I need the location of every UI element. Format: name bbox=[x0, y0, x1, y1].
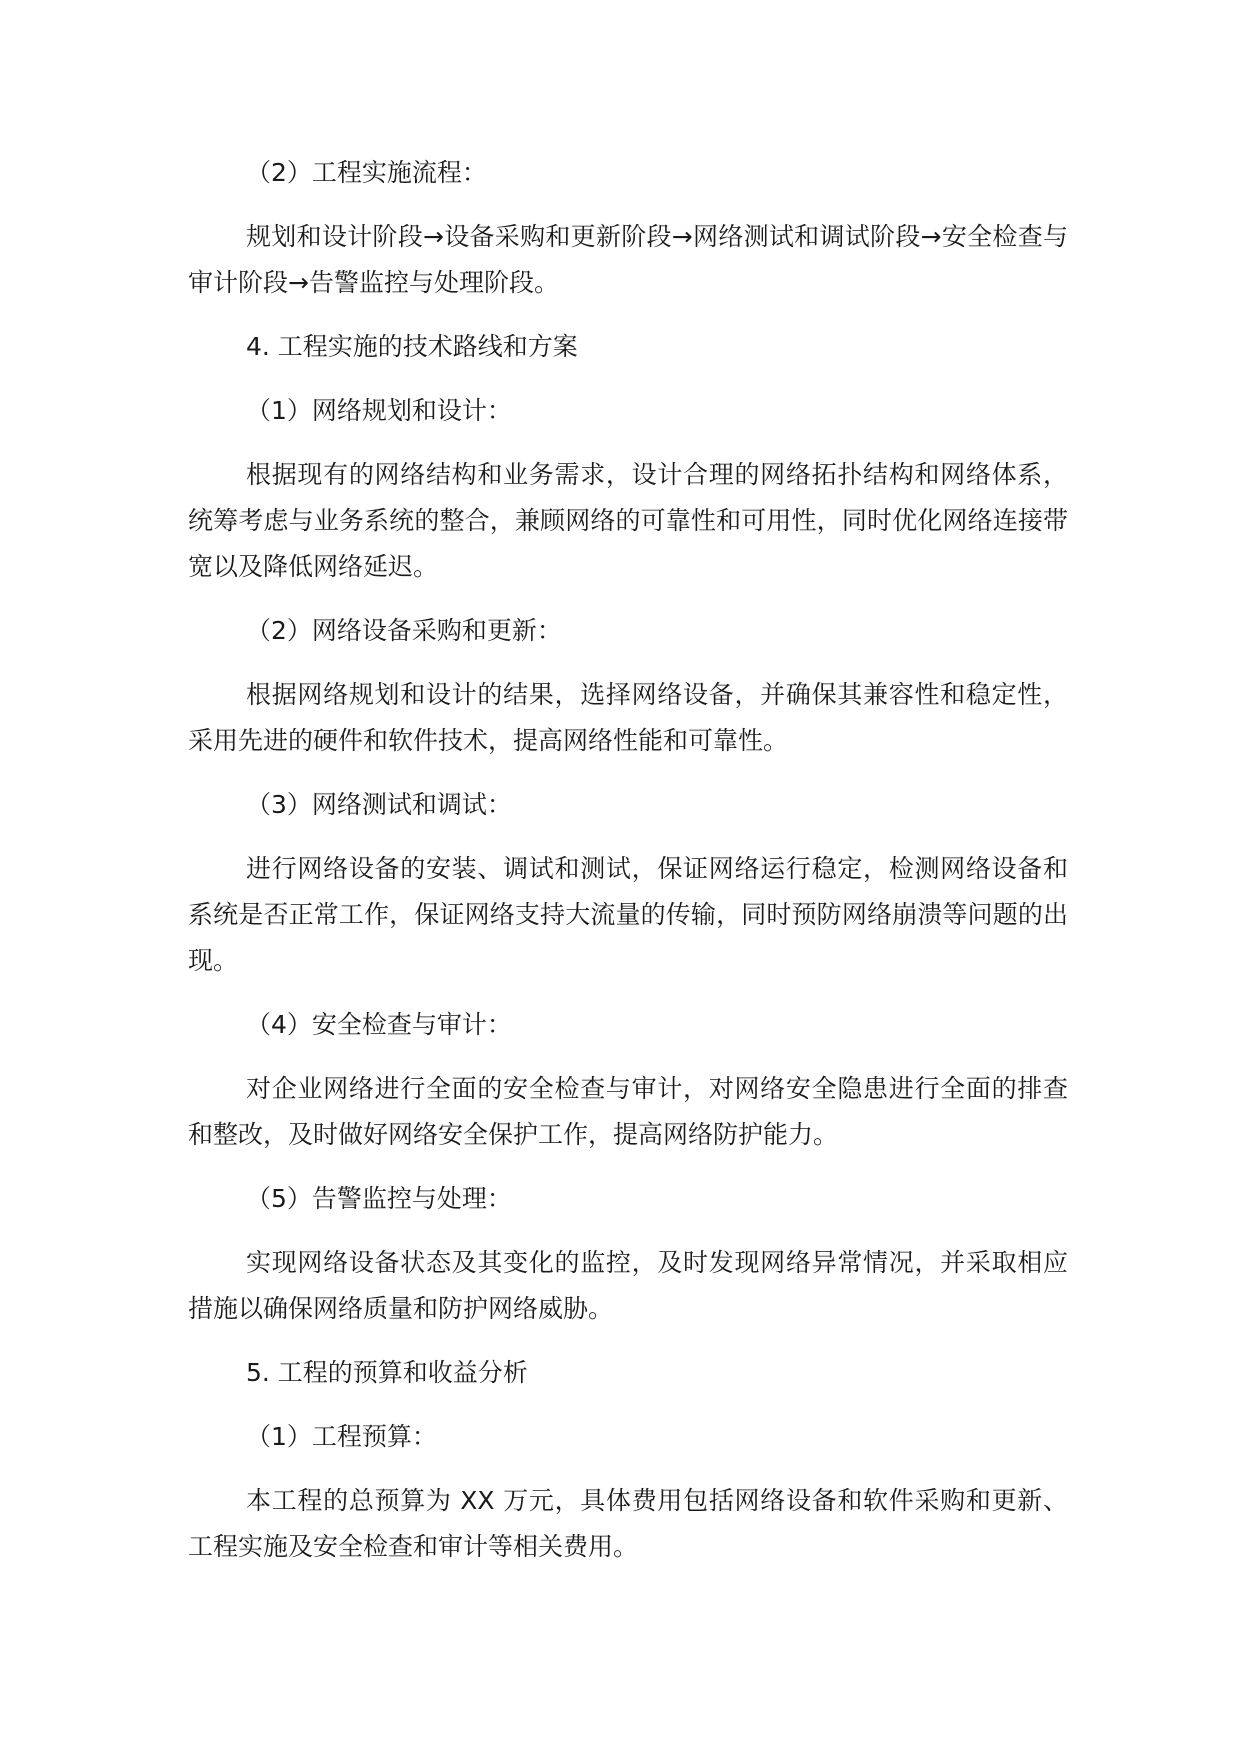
paragraph-testing-debugging: 进行网络设备的安装、调试和测试，保证网络运行稳定，检测网络设备和系统是否正常工作，保证网络支持大流量的传输，同时预防网络崩溃等问题的出现。 bbox=[188, 854, 1068, 975]
subsection-heading-equipment-procurement: （2）网络设备采购和更新： bbox=[246, 616, 562, 645]
subsection-heading-security-audit: （4）安全检查与审计： bbox=[246, 1010, 512, 1039]
subsection-heading-network-planning: （1）网络规划和设计： bbox=[246, 396, 512, 425]
subsection-heading-alarm-monitoring: （5）告警监控与处理： bbox=[246, 1184, 512, 1213]
paragraph-network-planning: 根据现有的网络结构和业务需求，设计合理的网络拓扑结构和网络体系，统筹考虑与业务系统的整合，兼顾网络的可靠性和可用性，同时优化网络连接带宽以及降低网络延迟。 bbox=[188, 460, 1068, 581]
document-body bbox=[188, 150, 1068, 1588]
paragraph-implementation-process: 规划和设计阶段→设备采购和更新阶段→网络测试和调试阶段→安全检查与审计阶段→告警监控与处理阶段。 bbox=[188, 222, 1068, 297]
subsection-heading-budget: （1）工程预算： bbox=[246, 1422, 437, 1451]
subsection-heading-testing-debugging: （3）网络测试和调试： bbox=[246, 790, 512, 819]
subsection-heading-implementation-process: （2）工程实施流程： bbox=[246, 158, 487, 187]
section-heading-technical-route: 4. 工程实施的技术路线和方案 bbox=[246, 332, 578, 361]
paragraph-alarm-monitoring: 实现网络设备状态及其变化的监控，及时发现网络异常情况，并采取相应措施以确保网络质量和防护网络威胁。 bbox=[188, 1248, 1068, 1323]
paragraph-security-audit: 对企业网络进行全面的安全检查与审计，对网络安全隐患进行全面的排查和整改，及时做好网络安全保护工作，提高网络防护能力。 bbox=[188, 1074, 1068, 1149]
section-heading-budget-benefit: 5. 工程的预算和收益分析 bbox=[246, 1358, 528, 1387]
paragraph-equipment-procurement: 根据网络规划和设计的结果，选择网络设备，并确保其兼容性和稳定性，采用先进的硬件和软件技术，提高网络性能和可靠性。 bbox=[188, 680, 1068, 755]
paragraph-budget: 本工程的总预算为 XX 万元，具体费用包括网络设备和软件采购和更新、工程实施及安全检查和审计等相关费用。 bbox=[188, 1486, 1068, 1561]
